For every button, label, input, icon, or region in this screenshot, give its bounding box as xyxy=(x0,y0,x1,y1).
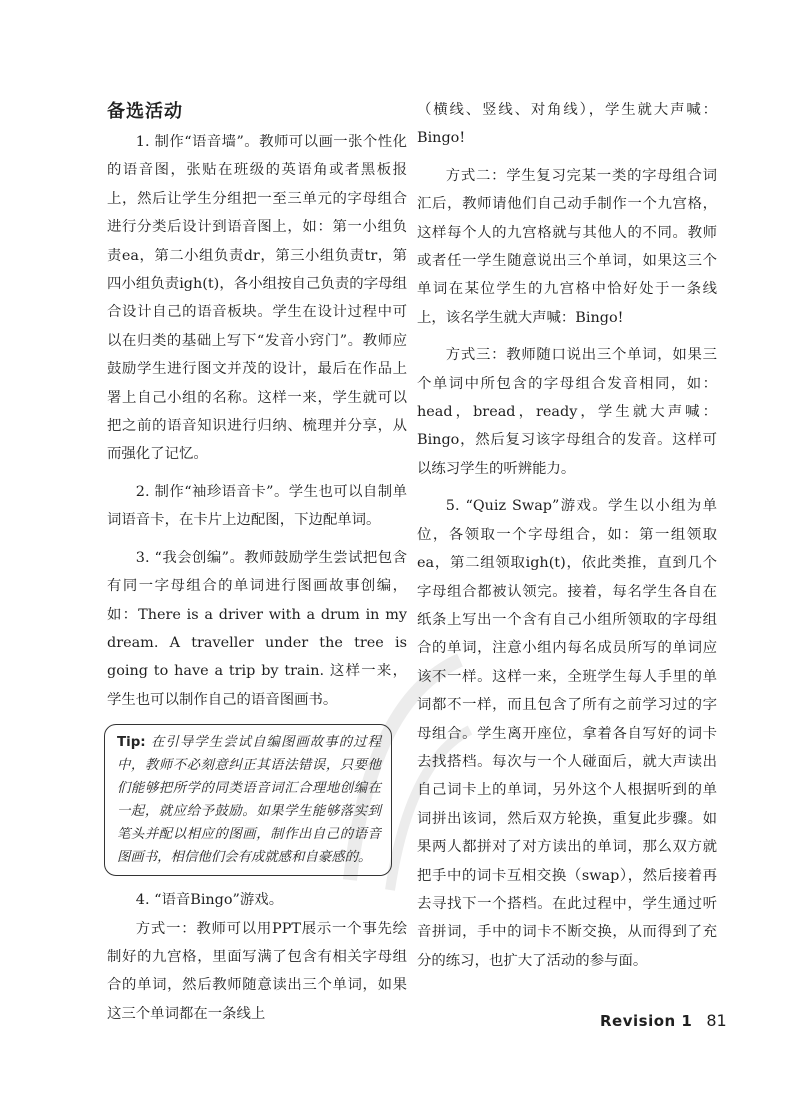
left-column xyxy=(107,96,407,1028)
tip-text: 在引导学生尝试自编图画故事的过程中，教师不必刻意纠正其语法错误，只要他们能够把所学的同类语音词汇合理地创编在一起，就应给予鼓励。如果学生能够落实到笔头并配以相应的图画，制作出自己的语音图画书，相信他们会有成就感和自豪感的。 xyxy=(117,735,381,866)
paragraph-bingo-method-2: 方式二：学生复习完某一类的字母组合词汇后，教师请他们自己动手制作一个九宫格，这样每个人的九宫格就与其他人的不同。教师或者任一学生随意说出三个单词，如果这三个单词在某位学生的九宫格中恰好处于一条线上，该名学生就大声喊：Bingo! xyxy=(417,167,717,326)
right-column xyxy=(417,96,717,975)
page-footer xyxy=(600,1011,727,1030)
paragraph-bingo-method-1: 方式一：教师可以用PPT展示一个事先绘制好的九宫格，里面写满了包含有相关字母组合的单词，然后教师随意读出三个单词，如果这三个单词都在一条线上 xyxy=(107,920,407,1022)
section-heading: 备选活动 xyxy=(107,101,183,122)
tip-label: Tip: xyxy=(117,735,146,751)
page-number: 81 xyxy=(706,1011,727,1030)
footer-section-title: Revision 1 xyxy=(600,1012,693,1030)
tip-box xyxy=(104,724,392,876)
paragraph-bingo-continued: （横线、竖线、对角线），学生就大声喊：Bingo! xyxy=(417,102,717,147)
paragraph-quiz-swap: 5. “Quiz Swap”游戏。学生以小组为单位，各领取一个字母组合，如：第一组领取ea，第二组领取igh(t)，依此类推，直到几个字母组合都被认领完。接着，每名学生各自在纸条上写出一个含有自己小组所领取的字母组合的单词，注意小组内每名成员所写的单词应该不一样。这样一来，全班学生每人手里的单词都不一样，而且包含了所有之前学习过的字母组合。学生离开座位，拿着各自写好的词卡去找搭档。每次与一个人碰面后，就大声读出自己词卡上的单词，另外这个人根据听到的单词拼出该词，然后双方轮换，重复此步骤。如果两人都拼对了对方读出的单词，那么双方就把手中的词卡互相交换（swap），然后接着再去寻找下一个搭档。在此过程中，学生通过听音拼词，手中的词卡不断交换，从而得到了充分的练习，也扩大了活动的参与面。 xyxy=(417,498,717,969)
paragraph-i-can-create: 3. “我会创编”。教师鼓励学生尝试把包含有同一字母组合的单词进行图画故事创编，如：There is a driver with a drum in my dream. A traveller under the tree is going to have a trip by train. 这样一来，学生也可以制作自己的语音图画书。 xyxy=(107,549,407,708)
paragraph-bingo-title: 4. “语音Bingo”游戏。 xyxy=(135,892,284,909)
paragraph-pocket-cards: 2. 制作“袖珍语音卡”。学生也可以自制单词语音卡，在卡片上边配图，下边配单词。 xyxy=(107,483,407,529)
paragraph-voice-wall: 1. 制作“语音墙”。教师可以画一张个性化的语音图，张贴在班级的英语角或者黑板报上，然后让学生分组把一至三单元的字母组合进行分类后设计到语音图上，如：第一小组负责ea，第二小组负责dr，第三小组负责tr，第四小组负责igh(t)，各小组按自己负责的字母组合设计自己的语音板块。学生在设计过程中可以在归类的基础上写下“发音小窍门”。教师应鼓励学生进行图文并茂的设计，最后在作品上署上自己小组的名称。这样一来，学生就可以把之前的语音知识进行归纳、梳理并分享，从而强化了记忆。 xyxy=(107,134,407,463)
paragraph-bingo-method-3: 方式三：教师随口说出三个单词，如果三个单词中所包含的字母组合发音相同，如：head，bread，ready，学生就大声喊：Bingo，然后复习该字母组合的发音。这样可以练习学生的听辨能力。 xyxy=(417,347,717,477)
